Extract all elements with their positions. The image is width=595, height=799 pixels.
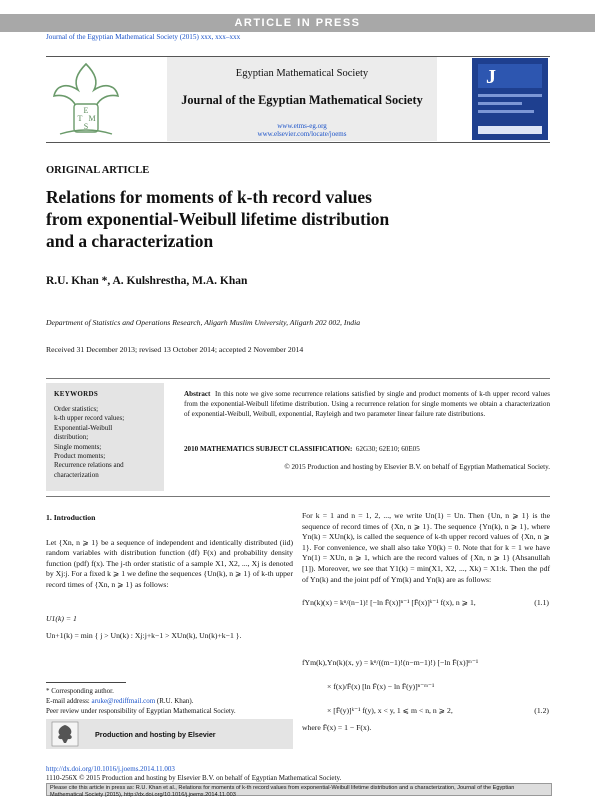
abstract	[184, 390, 550, 419]
right-column-paragraph: For k = 1 and n = 1, 2, ..., we write Un(1) = Un. Then {Un, n ⩾ 1} is the sequence of record times of {Xn, n ⩾ 1}. The sequence {Yn(k), n ⩾ 1}, where Yn(k) = XUn(k), is called the sequence of k-th upper record values of {Xn, n ⩾ 1}. For convenience, we shall also take Y0(k) = 0. Note that for k = 1 we have Yn(1) = XUn, n ⩾ 1, which are the record values of {Xn, n ⩾ 1} (Ahsanullah [1]). Moreover, we see that Y1(k) = min(X1, X2, ..., Xk) = X1:k. Then the pdf of Yn(k) and the joint pdf of Ym(k) and Yn(k) are as follows:	[302, 511, 550, 584]
cover-letter: J	[486, 66, 496, 88]
keyword-item: Order statistics;	[54, 405, 99, 413]
journal-title: Journal of the Egyptian Mathematical Society	[181, 93, 423, 107]
history-dates: Received 31 December 2013; revised 13 October 2014; accepted 2 November 2014	[46, 345, 304, 354]
article-in-press-banner: ARTICLE IN PRESS	[0, 14, 595, 32]
equation-u1: U1(k) = 1	[46, 614, 77, 623]
equation-1-2-line-2: × f(x)/F̄(x) [ln F̄(x) − ln F̄(y)]ⁿ⁻ᵐ⁻¹	[327, 682, 435, 691]
footnote-peer-review: Peer review under responsibility of Egyptian Mathematical Society.	[46, 707, 236, 715]
equation-1-1: fYn(k)(x) = kⁿ/(n−1)! [−ln F̄(x)]ⁿ⁻¹ [F̄(x)]ᵏ⁻¹ f(x), n ⩾ 1,	[302, 598, 476, 607]
elsevier-url-link[interactable]: www.elsevier.com/locate/joems	[257, 130, 347, 138]
msc-codes: 62G30; 62E10; 60E05	[355, 445, 420, 453]
elsevier-hosting-label: Production and hosting by Elsevier	[95, 730, 216, 739]
logo-letter-s: S	[83, 122, 89, 131]
abstract-text: In this note we give some recurrence relations satisfied by single and product moments of k-th upper record values from the exponential-Weibull lifetime distribution. Using a recurrence relation for single moments we obtain a characterization of exponential-Weibull, Weibull, exponential, Rayleigh and two parameter linear failure rate distributions.	[184, 390, 550, 418]
logo-letter-e: E	[83, 106, 89, 115]
equation-number-1-2: (1.2)	[534, 706, 549, 715]
society-url-link[interactable]: www.etms-eg.org	[277, 122, 327, 130]
citation-text: Please cite this article in press as: R.U. Khan et al., Relations for moments of k-th record values from exponential-Weibull lifetime distribution and a characterization, Journal of the Egyptian Mathematical Society (2015), http://dx.doi.org/10.1016/j.joems.2014.11.003	[50, 785, 515, 798]
equation-1-2-line-1: fYm(k),Yn(k)(x, y) = kⁿ/((m−1)!(n−m−1)!) [−ln F̄(x)]ᵐ⁻¹	[302, 658, 479, 667]
email-label: E-mail address:	[46, 697, 90, 705]
equation-1-2-line-3: × [F̄(y)]ᵏ⁻¹ f(y), x < y, 1 ⩽ m < n, n ⩾ 2,	[327, 706, 453, 715]
title-line-3: and a characterization	[46, 231, 214, 251]
header-divider-bottom	[46, 142, 550, 143]
keyword-item: Exponential-Weibull	[54, 423, 113, 432]
doi-link[interactable]: http://dx.doi.org/10.1016/j.joems.2014.11.003	[46, 765, 175, 773]
footnote-corresponding: * Corresponding author.	[46, 687, 114, 695]
journal-reference[interactable]: Journal of the Egyptian Mathematical Society (2015) xxx, xxx–xxx	[46, 33, 241, 41]
article-type: ORIGINAL ARTICLE	[46, 165, 150, 176]
keyword-item: characterization	[54, 470, 99, 479]
introduction-paragraph: Let {Xn, n ⩾ 1} be a sequence of independent and identically distributed (iid) random variables with distribution function (df) F(x) and probability density function (pdf) f(x). The j-th order statistic of a sample X1, X2, ..., Xj is denoted by Xj:j. For a fixed k ⩾ 1 we define the sequences {Un(k), n ⩾ 1} of k-th upper record times of {Xn, n ⩾ 1} as follows:	[46, 538, 293, 589]
abstract-copyright: © 2015 Production and hosting by Elsevier B.V. on behalf of Egyptian Mathematical Society.	[284, 463, 550, 471]
keyword-item: Product moments;	[54, 452, 106, 461]
article-title	[46, 186, 526, 252]
keyword-item: distribution;	[54, 433, 89, 442]
logo-letter-t: T	[77, 114, 83, 123]
title-line-2: from exponential-Weibull lifetime distribution	[46, 209, 390, 229]
email-suffix: (R.U. Khan).	[156, 697, 194, 705]
abstract-divider-bottom	[46, 496, 550, 497]
affiliation: Department of Statistics and Operations Research, Aligarh Muslim University, Aligarh 202 002, India	[46, 318, 361, 327]
abstract-divider-top	[46, 378, 550, 379]
section-heading-introduction: 1. Introduction	[46, 513, 96, 522]
keyword-item: Single moments;	[54, 442, 102, 451]
equation-number-1-1: (1.1)	[534, 598, 549, 607]
email-link[interactable]: aruke@rediffmail.com	[91, 697, 156, 705]
keywords-list	[54, 405, 162, 480]
society-logo-icon	[46, 60, 126, 140]
survival-function-definition: where F̄(x) = 1 − F(x).	[302, 723, 372, 732]
keyword-item: k-th upper record values;	[54, 414, 125, 423]
issn-copyright: 1110-256X © 2015 Production and hosting by Elsevier B.V. on behalf of Egyptian Mathematical Society.	[46, 774, 342, 782]
footnote-email	[46, 697, 193, 705]
journal-cover-icon	[472, 58, 548, 140]
footnote-divider	[46, 682, 126, 683]
title-line-1: Relations for moments of k-th record values	[46, 187, 372, 207]
equation-u-next: Un+1(k) = min { j > Un(k) : Xj:j+k−1 > XUn(k), Un(k)+k−1 }.	[46, 631, 242, 640]
msc-classification	[184, 445, 550, 453]
abstract-label: Abstract	[184, 390, 211, 398]
society-name: Egyptian Mathematical Society	[235, 68, 369, 79]
keywords-heading: KEYWORDS	[54, 390, 99, 398]
keyword-item: Recurrence relations and	[54, 461, 124, 470]
msc-label: 2010 MATHEMATICS SUBJECT CLASSIFICATION:	[184, 445, 353, 453]
elsevier-tree-icon	[52, 722, 78, 746]
author-list: R.U. Khan *, A. Kulshrestha, M.A. Khan	[46, 275, 248, 287]
logo-letter-m: M	[88, 114, 96, 123]
